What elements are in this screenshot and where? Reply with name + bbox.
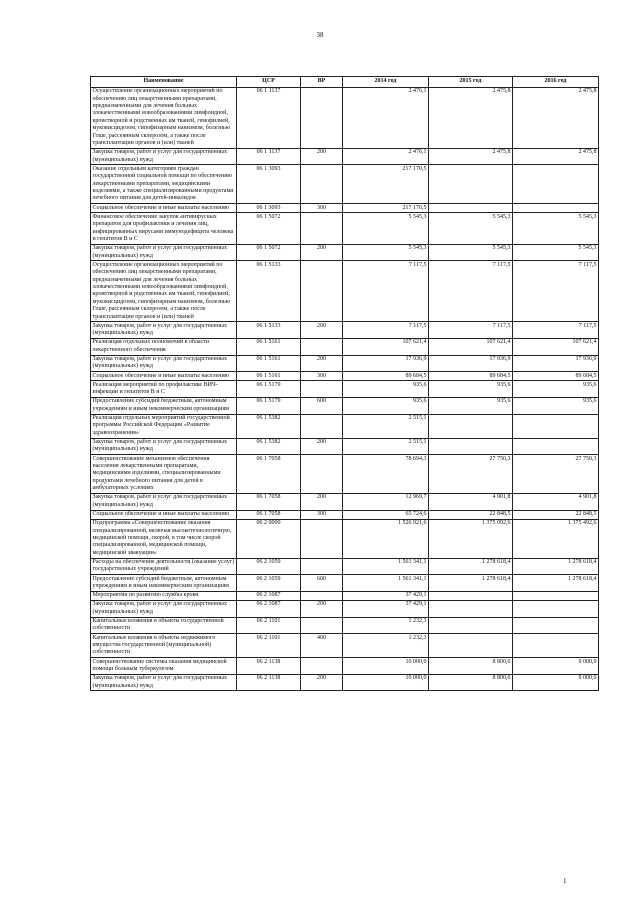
cell-2015: 107 621,4 xyxy=(429,339,513,356)
cell-2014: 65 724,6 xyxy=(343,510,429,519)
cell-2015: 89 684,5 xyxy=(429,372,513,381)
cell-2015: 5 545,3 xyxy=(429,213,513,244)
cell-name: Осуществление организационных мероприятий по обеспечению лиц лекарственными препаратами, предназначенными для лечения больных злокачественными новообразованиями лимфоидной, кроветворной и родственных им тканей, гемофилией, муковисцидозом, гипофизарным нанизмом, болезнью Гоше, рассеянным склерозом, а также после трансплантации органов и (или) тканей xyxy=(91,261,237,322)
cell-2016: 5 545,3 xyxy=(513,213,599,244)
cell-csr: 06 2 1101 xyxy=(237,617,301,634)
cell-2015: 22 848,5 xyxy=(429,510,513,519)
cell-2016: 935,6 xyxy=(513,381,599,398)
cell-2016 xyxy=(513,165,599,204)
cell-csr: 06 2 1101 xyxy=(237,634,301,658)
cell-2014: 12 969,7 xyxy=(343,494,429,511)
cell-name: Закупка товаров, работ и услуг для государственных (муниципальных) нужд xyxy=(91,322,237,339)
table-row xyxy=(91,322,599,339)
cell-csr: 06 1 3093 xyxy=(237,165,301,204)
cell-csr: 06 1 7058 xyxy=(237,494,301,511)
cell-csr: 06 1 5133 xyxy=(237,261,301,322)
cell-2014: 37 429,1 xyxy=(343,600,429,617)
cell-name: Совершенствование механизмов обеспечения населения лекарственными препаратами, медицинскими изделиями, специализированными продуктами лечебного питания для детей в амбулаторных условиях xyxy=(91,455,237,494)
cell-2016 xyxy=(513,600,599,617)
cell-2014: 935,6 xyxy=(343,398,429,415)
cell-vr: 200 xyxy=(301,674,343,691)
cell-name: Реализация отдельных полномочий в области лекарственного обеспечения xyxy=(91,339,237,356)
cell-name: Капитальные вложения в объекты государственной собственности xyxy=(91,617,237,634)
table-row xyxy=(91,510,599,519)
cell-csr: 06 2 1059 xyxy=(237,575,301,592)
table-row xyxy=(91,213,599,244)
cell-2015 xyxy=(429,438,513,455)
cell-name: Осуществление организационных мероприятий по обеспечению лиц лекарственными препаратами, предназначенными для лечения больных злокачественными новообразованиями лимфоидной, кроветворной и родственных им тканей, гемофилией, муковисцидозом, гипофизарным нанизмом, болезнью Гоше, рассеянным склерозом, а также после трансплантации органов и (или) тканей xyxy=(91,87,237,148)
table-row xyxy=(91,519,599,558)
cell-name: Закупка товаров, работ и услуг для государственных (муниципальных) нужд xyxy=(91,244,237,261)
cell-2015: 2 475,8 xyxy=(429,87,513,148)
cell-2016: 5 545,3 xyxy=(513,244,599,261)
cell-name: Предоставление субсидий бюджетным, автономным учреждениям и иным некоммерческим организациям xyxy=(91,398,237,415)
cell-2016 xyxy=(513,438,599,455)
cell-vr xyxy=(301,658,343,675)
cell-csr: 06 1 5161 xyxy=(237,372,301,381)
cell-name: Закупка товаров, работ и услуг для государственных (муниципальных) нужд xyxy=(91,600,237,617)
cell-2015: 935,6 xyxy=(429,398,513,415)
header-2016: 2016 год xyxy=(513,77,599,88)
cell-vr xyxy=(301,381,343,398)
cell-name: Расходы на обеспечение деятельности (оказание услуг) государственных учреждений xyxy=(91,558,237,575)
cell-name: Закупка товаров, работ и услуг для государственных (муниципальных) нужд xyxy=(91,148,237,165)
cell-2016 xyxy=(513,617,599,634)
cell-2016: 27 750,3 xyxy=(513,455,599,494)
cell-2014: 935,6 xyxy=(343,381,429,398)
header-2014: 2014 год xyxy=(343,77,429,88)
cell-2015: 17 936,9 xyxy=(429,355,513,372)
cell-vr xyxy=(301,339,343,356)
cell-2014: 217 170,5 xyxy=(343,204,429,213)
table-row xyxy=(91,617,599,634)
cell-name: Предоставление субсидий бюджетным, автономным учреждениям и иным некоммерческим организациям xyxy=(91,575,237,592)
cell-csr: 06 1 5161 xyxy=(237,339,301,356)
cell-2016 xyxy=(513,204,599,213)
cell-name: Финансовое обеспечение закупок антивирусных препаратов для профилактики и лечения лиц, инфицированных вирусами иммунодефицита человека и гепатитов В и С xyxy=(91,213,237,244)
cell-vr xyxy=(301,261,343,322)
cell-2015: 2 475,8 xyxy=(429,148,513,165)
cell-csr: 06 1 5382 xyxy=(237,438,301,455)
cell-csr: 06 1 5179 xyxy=(237,381,301,398)
cell-csr: 06 1 3093 xyxy=(237,204,301,213)
cell-vr: 200 xyxy=(301,600,343,617)
cell-2015: 7 117,5 xyxy=(429,322,513,339)
cell-2016: 7 117,5 xyxy=(513,261,599,322)
cell-2014: 107 621,4 xyxy=(343,339,429,356)
table-row xyxy=(91,244,599,261)
table-row xyxy=(91,381,599,398)
cell-2014: 2 515,1 xyxy=(343,438,429,455)
cell-2016: 4 901,8 xyxy=(513,494,599,511)
cell-name: Закупка товаров, работ и услуг для государственных (муниципальных) нужд xyxy=(91,438,237,455)
cell-2014: 5 545,3 xyxy=(343,244,429,261)
header-csr: ЦСР xyxy=(237,77,301,88)
cell-2015: 4 901,8 xyxy=(429,494,513,511)
cell-name: Социальное обеспечение и иные выплаты населению xyxy=(91,510,237,519)
cell-name: Социальное обеспечение и иные выплаты населению xyxy=(91,204,237,213)
cell-2015: 935,6 xyxy=(429,381,513,398)
cell-vr xyxy=(301,591,343,600)
cell-2015 xyxy=(429,165,513,204)
cell-name: Социальное обеспечение и иные выплаты населению xyxy=(91,372,237,381)
cell-csr: 06 1 5072 xyxy=(237,244,301,261)
table-row xyxy=(91,591,599,600)
cell-2016: 935,6 xyxy=(513,398,599,415)
cell-2016 xyxy=(513,414,599,438)
cell-csr: 06 1 1137 xyxy=(237,148,301,165)
cell-name: Реализация мероприятий по профилактике ВИЧ-инфекции и гепатитов В и С xyxy=(91,381,237,398)
table-body xyxy=(91,87,599,691)
cell-2015: 27 750,3 xyxy=(429,455,513,494)
cell-vr xyxy=(301,165,343,204)
cell-2014: 1 232,3 xyxy=(343,617,429,634)
table-row xyxy=(91,355,599,372)
cell-2016: 9 000,0 xyxy=(513,674,599,691)
cell-vr xyxy=(301,455,343,494)
table-row xyxy=(91,634,599,658)
table-row xyxy=(91,261,599,322)
cell-2016: 89 684,5 xyxy=(513,372,599,381)
table-row xyxy=(91,438,599,455)
cell-2015: 8 800,0 xyxy=(429,674,513,691)
header-2015: 2015 год xyxy=(429,77,513,88)
table-row xyxy=(91,674,599,691)
cell-vr xyxy=(301,617,343,634)
cell-csr: 06 2 1059 xyxy=(237,558,301,575)
cell-2014: 7 117,5 xyxy=(343,261,429,322)
cell-vr: 600 xyxy=(301,398,343,415)
page-number: 38 xyxy=(316,31,324,39)
cell-csr: 06 2 0000 xyxy=(237,519,301,558)
table-row xyxy=(91,575,599,592)
cell-2016: 2 475,8 xyxy=(513,87,599,148)
table-row xyxy=(91,494,599,511)
table-row xyxy=(91,558,599,575)
cell-2014: 1 232,3 xyxy=(343,634,429,658)
cell-2014: 1 561 341,1 xyxy=(343,558,429,575)
cell-2015 xyxy=(429,414,513,438)
cell-name: Закупка товаров, работ и услуг для государственных (муниципальных) нужд xyxy=(91,355,237,372)
cell-csr: 06 1 5161 xyxy=(237,355,301,372)
cell-2014: 7 117,5 xyxy=(343,322,429,339)
cell-name: Капитальные вложения в объекты недвижимого имущества государственной (муниципальной) собственности xyxy=(91,634,237,658)
table-row xyxy=(91,600,599,617)
header-name: Наименование xyxy=(91,77,237,88)
cell-vr: 200 xyxy=(301,438,343,455)
cell-2015 xyxy=(429,617,513,634)
cell-2014: 37 429,1 xyxy=(343,591,429,600)
cell-2015: 8 800,0 xyxy=(429,658,513,675)
cell-2015 xyxy=(429,591,513,600)
table-row xyxy=(91,658,599,675)
cell-2016: 7 117,5 xyxy=(513,322,599,339)
table-row xyxy=(91,398,599,415)
cell-2015 xyxy=(429,204,513,213)
cell-vr: 200 xyxy=(301,244,343,261)
corner-mark: 1 xyxy=(563,877,567,885)
table-header-row xyxy=(91,77,599,88)
cell-2014: 2 476,1 xyxy=(343,87,429,148)
cell-2014: 10 000,0 xyxy=(343,674,429,691)
table-row xyxy=(91,165,599,204)
cell-csr: 06 1 7058 xyxy=(237,510,301,519)
cell-2016 xyxy=(513,591,599,600)
cell-2015 xyxy=(429,634,513,658)
cell-csr: 06 2 1087 xyxy=(237,600,301,617)
cell-name: Реализация отдельных мероприятий государственной программы Российской Федерации «Развитие здравоохранения» xyxy=(91,414,237,438)
cell-2016: 1 375 492,6 xyxy=(513,519,599,558)
cell-2015: 1 278 618,4 xyxy=(429,575,513,592)
cell-2016 xyxy=(513,634,599,658)
cell-2014: 10 000,0 xyxy=(343,658,429,675)
table-row xyxy=(91,204,599,213)
table-row xyxy=(91,339,599,356)
cell-2015: 1 278 618,4 xyxy=(429,558,513,575)
cell-name: Мероприятия по развитию службы крови xyxy=(91,591,237,600)
cell-2016: 2 475,8 xyxy=(513,148,599,165)
table-row xyxy=(91,414,599,438)
cell-name: Оказание отдельным категориям граждан государственной социальной помощи по обеспечению лекарственными препаратами, медицинскими изделиями, а также специализированными продуктами лечебного питания для детей-инвалидов xyxy=(91,165,237,204)
cell-vr: 200 xyxy=(301,322,343,339)
cell-vr: 200 xyxy=(301,494,343,511)
table-row xyxy=(91,372,599,381)
cell-name: Подпрограмма «Совершенствование оказания специализированной, включая высокотехнологичную, медицинской помощи, скорой, в том числе скорой специализированной, медицинской помощи, медицинской эвакуации» xyxy=(91,519,237,558)
cell-2015: 7 117,5 xyxy=(429,261,513,322)
cell-2014: 2 515,1 xyxy=(343,414,429,438)
cell-csr: 06 1 5072 xyxy=(237,213,301,244)
cell-csr: 06 1 1137 xyxy=(237,87,301,148)
table-row xyxy=(91,455,599,494)
cell-csr: 06 2 1087 xyxy=(237,591,301,600)
budget-table xyxy=(90,76,599,691)
cell-vr xyxy=(301,519,343,558)
cell-2014: 1 526 921,6 xyxy=(343,519,429,558)
cell-name: Совершенствование системы оказания медицинской помощи больным туберкулезом xyxy=(91,658,237,675)
cell-2016: 22 848,5 xyxy=(513,510,599,519)
cell-2014: 78 694,3 xyxy=(343,455,429,494)
header-vr: ВР xyxy=(301,77,343,88)
cell-vr: 600 xyxy=(301,575,343,592)
cell-2015: 5 545,3 xyxy=(429,244,513,261)
cell-name: Закупка товаров, работ и услуг для государственных (муниципальных) нужд xyxy=(91,674,237,691)
cell-csr: 06 1 5133 xyxy=(237,322,301,339)
cell-vr xyxy=(301,558,343,575)
cell-2014: 5 545,3 xyxy=(343,213,429,244)
cell-vr: 300 xyxy=(301,372,343,381)
cell-2015 xyxy=(429,600,513,617)
cell-vr: 300 xyxy=(301,510,343,519)
cell-vr: 300 xyxy=(301,204,343,213)
cell-vr: 400 xyxy=(301,634,343,658)
cell-2014: 17 936,9 xyxy=(343,355,429,372)
cell-2016: 1 278 618,4 xyxy=(513,558,599,575)
cell-2016: 1 278 618,4 xyxy=(513,575,599,592)
cell-2014: 217 170,5 xyxy=(343,165,429,204)
cell-2014: 1 561 341,1 xyxy=(343,575,429,592)
cell-2014: 2 476,1 xyxy=(343,148,429,165)
cell-csr: 06 1 5179 xyxy=(237,398,301,415)
cell-csr: 06 2 1138 xyxy=(237,658,301,675)
cell-csr: 06 2 1138 xyxy=(237,674,301,691)
cell-vr: 200 xyxy=(301,148,343,165)
cell-csr: 06 1 7058 xyxy=(237,455,301,494)
cell-2014: 89 684,5 xyxy=(343,372,429,381)
table-row xyxy=(91,148,599,165)
cell-2016: 9 000,0 xyxy=(513,658,599,675)
table-row xyxy=(91,87,599,148)
cell-2016: 17 936,9 xyxy=(513,355,599,372)
cell-vr xyxy=(301,213,343,244)
cell-vr xyxy=(301,414,343,438)
cell-csr: 06 1 5382 xyxy=(237,414,301,438)
cell-name: Закупка товаров, работ и услуг для государственных (муниципальных) нужд xyxy=(91,494,237,511)
cell-vr: 200 xyxy=(301,355,343,372)
cell-2015: 1 375 092,6 xyxy=(429,519,513,558)
cell-vr xyxy=(301,87,343,148)
cell-2016: 107 621,4 xyxy=(513,339,599,356)
